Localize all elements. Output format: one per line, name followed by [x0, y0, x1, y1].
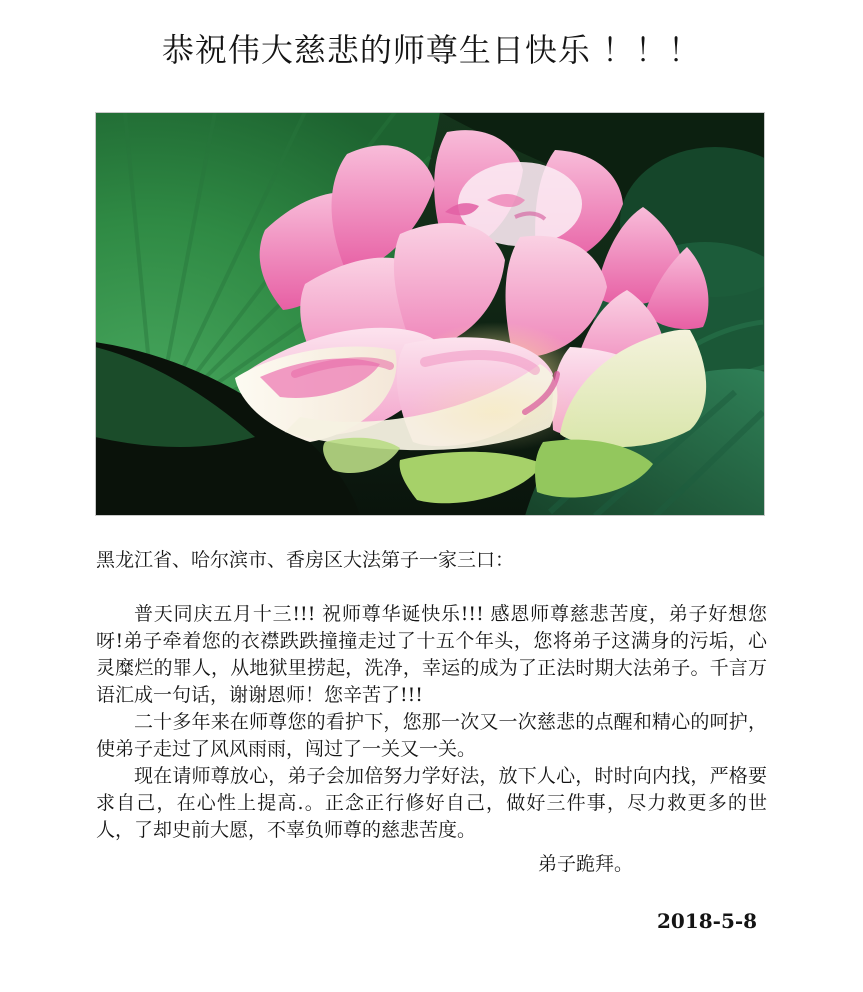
page-title: 恭祝伟大慈悲的师尊生日快乐 ！！！	[161, 31, 702, 69]
letter-body	[96, 547, 767, 935]
date-line: 2018-5-8	[657, 909, 758, 933]
lotus-photo	[95, 112, 765, 516]
signature-line: 弟子跪拜。	[538, 853, 634, 875]
body-paragraph-3: 现在请师尊放心，弟子会加倍努力学好法，放下人心，时时向内找，严格要求自己，在心性上提高.。正念正行修好自己，做好三件事，尽力救更多的世人，了却史前大愿，不辜负师尊的慈悲苦度。	[96, 765, 767, 841]
page-root	[0, 25, 863, 935]
lotus-photo-illustration	[95, 112, 765, 516]
body-paragraph-2: 二十多年来在师尊您的看护下，您那一次又一次慈悲的点醒和精心的呵护，使弟子走过了风风雨雨，闯过了一关又一关。	[96, 711, 767, 760]
greeting-line: 黑龙江省、哈尔滨市、香房区大法第子一家三口：	[96, 549, 515, 571]
body-paragraph-1: 普天同庆五月十三!!! 祝师尊华诞快乐!!! 感恩师尊慈悲苦度，弟子好想您呀!弟子牵着您的衣襟跌跌撞撞走过了十五个年头，您将弟子这满身的污垢，心灵糜烂的罪人，从地狱里捞起，洗净，幸运的成为了正法时期大法弟子。千言万语汇成一句话，谢谢恩师！您辛苦了!!!	[96, 603, 767, 706]
